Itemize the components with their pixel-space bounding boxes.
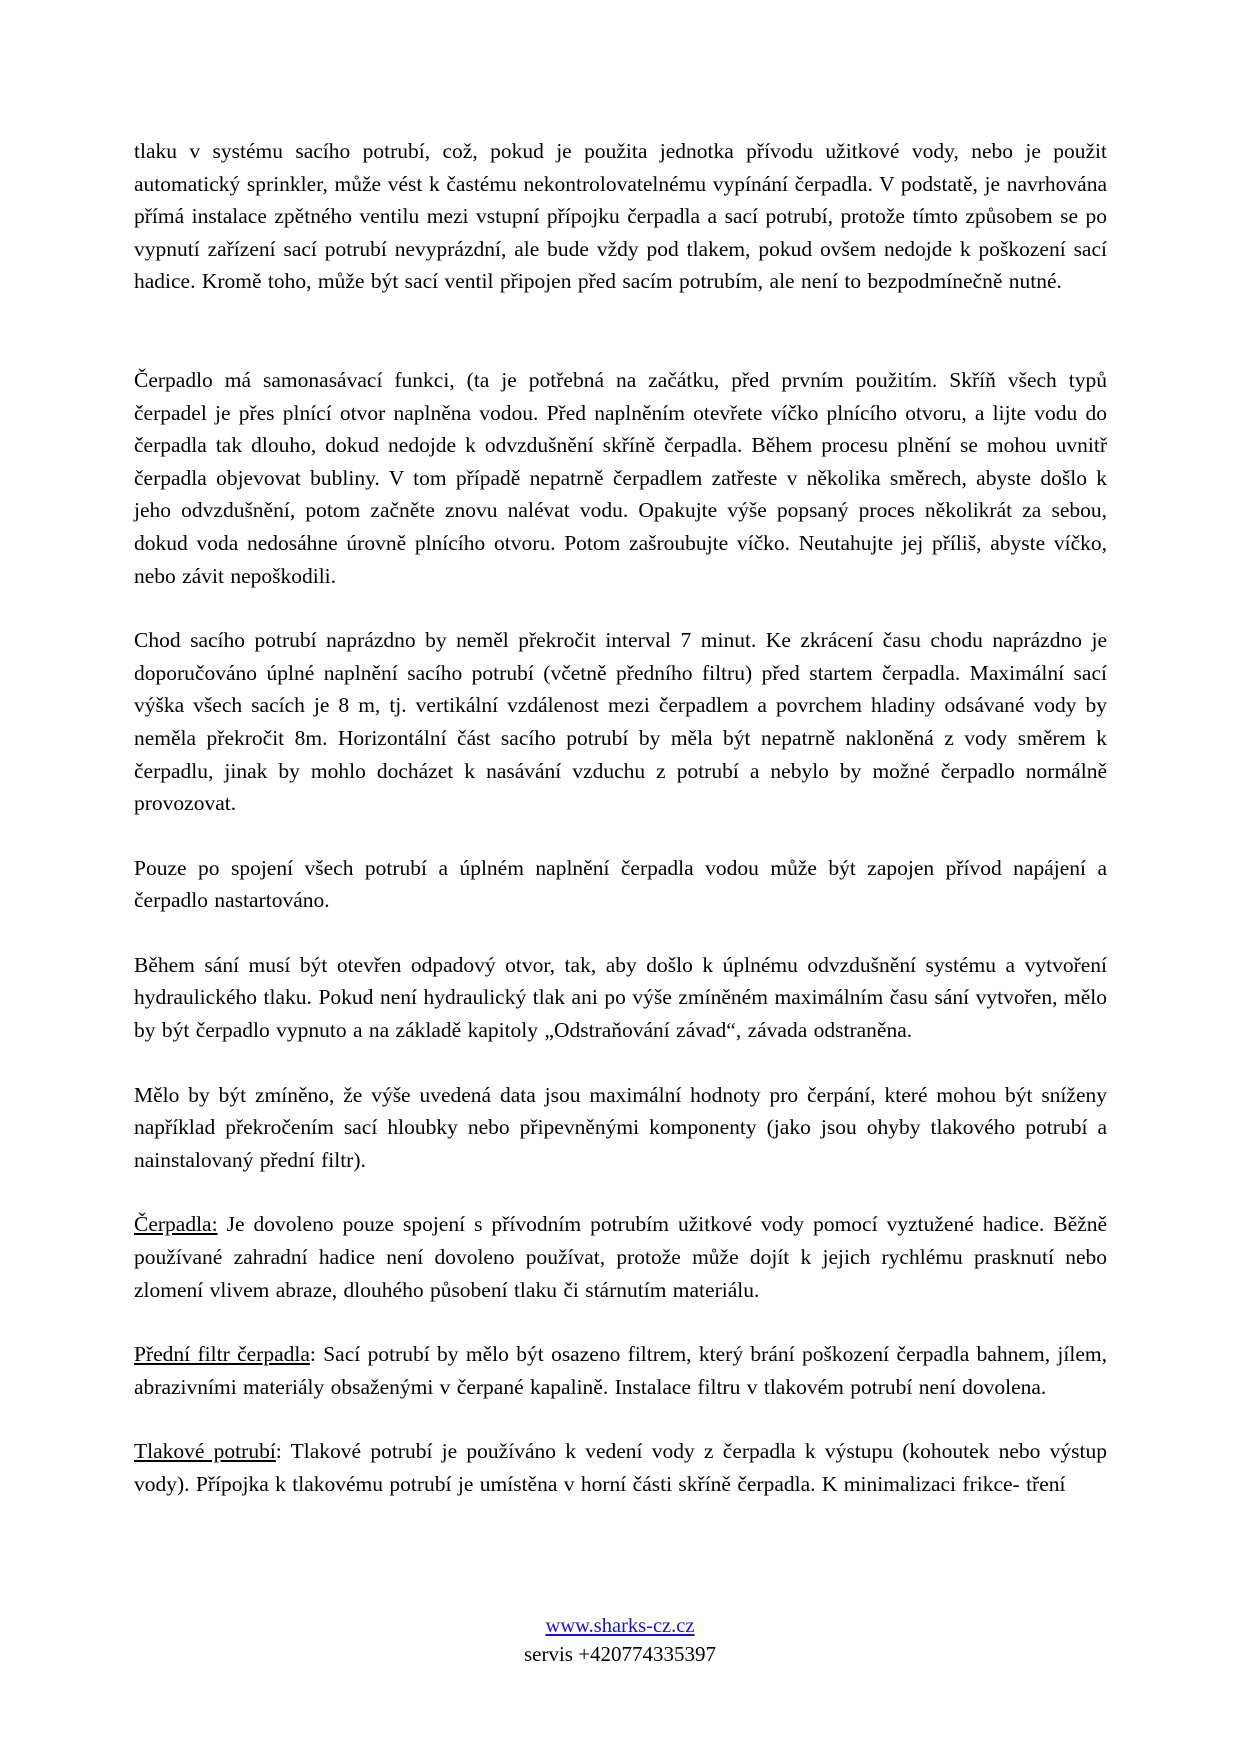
paragraph-text: : Sací potrubí by mělo být osazeno filtrem, který brání poškození čerpadla bahnem, jílem, abrazivními materiály obsaženými v čerpané kapalině. Instalace filtru v tlakovém potrubí není dovolena. xyxy=(134,1342,1107,1399)
paragraph-text: Je dovoleno pouze spojení s přívodním potrubím užitkové vody pomocí vyztužené hadice. Běžně používané zahradní hadice není dovoleno používat, protože může dojít k jejich rychlému prasknutí nebo zlomení vlivem abraze, dlouhého působení tlaku či stárnutím materiálu. xyxy=(134,1212,1107,1302)
paragraph-text: Chod sacího potrubí naprázdno by neměl překročit interval 7 minut. Ke zkrácení času chodu naprázdno je doporučováno úplné naplnění sacího potrubí (včetně předního filtru) před startem čerpadla. Maximální sací výška všech sacích je 8 m, tj. vertikální vzdálenost mezi čerpadlem a povrchem hladiny odsávané vody by neměla překročit 8m. Horizontální část sacího potrubí by měla být nepatrně nakloněná z vody směrem k čerpadlu, jinak by mohlo docházet k nasávání vzduchu z potrubí a nebylo by možné čerpadlo normálně provozovat. xyxy=(134,628,1107,816)
paragraph-lead: Přední filtr čerpadla xyxy=(134,1342,310,1367)
paragraph xyxy=(134,624,1107,820)
paragraph xyxy=(134,949,1107,1047)
paragraph xyxy=(134,364,1107,592)
footer-phone: servis +420774335397 xyxy=(523,1642,717,1666)
paragraph xyxy=(134,1079,1107,1177)
paragraph-text: : Tlakové potrubí je používáno k vedení vody z čerpadla k výstupu (kohoutek nebo výstup vody). Přípojka k tlakovému potrubí je umístěna v horní části skříně čerpadla. K minimalizaci frikce- tření xyxy=(134,1439,1107,1496)
paragraph xyxy=(134,852,1107,917)
page-footer xyxy=(0,1612,1240,1668)
paragraph-text: Pouze po spojení všech potrubí a úplném naplnění čerpadla vodou může být zapojen přívod napájení a čerpadlo nastartováno. xyxy=(134,855,1107,913)
paragraph-lead: Čerpadla: xyxy=(134,1212,218,1237)
paragraph-tlakove-potrubi xyxy=(134,1435,1107,1500)
paragraph xyxy=(134,135,1107,298)
paragraph-text: Čerpadlo má samonasávací funkci, (ta je potřebná na začátku, před prvním použitím. Skříň všech typů čerpadel je přes plnící otvor naplněna vodou. Před naplněním otevřete víčko plnícího otvoru, a lijte vodu do čerpadla tak dlouho, dokud nedojde k odvzdušnění skříně čerpadla. Během procesu plnění se mohou uvnitř čerpadla objevovat bubliny. V tom případě nepatrně čerpadlem zatřeste v několika směrech, abyste došlo k jeho odvzdušnění, potom začněte znovu nalévat vodu. Opakujte výše popsaný proces několikrát za sebou, dokud voda nedosáhne úrovně plnícího otvoru. Potom zašroubujte víčko. Neutahujte jej příliš, abyste víčko, nebo závit nepoškodili. xyxy=(134,367,1107,588)
paragraph-text: tlaku v systému sacího potrubí, což, pokud je použita jednotka přívodu užitkové vody, nebo je použit automatický sprinkler, může vést k častému nekontrolovatelnému vypínání čerpadla. V podstatě, je navrhována přímá instalace zpětného ventilu mezi vstupní přípojku čerpadla a sací potrubí, protože tímto způsobem se po vypnutí zařízení sací potrubí nevyprázdní, ale bude vždy pod tlakem, pokud ovšem nedojde k poškození sací hadice. Kromě toho, může být sací ventil připojen před sacím potrubím, ale není to bezpodmínečně nutné. xyxy=(134,139,1107,294)
document-body xyxy=(134,135,1107,1533)
paragraph-text: Během sání musí být otevřen odpadový otvor, tak, aby došlo k úplnému odvzdušnění systému a vytvoření hydraulického tlaku. Pokud není hydraulický tlak ani po výše zmíněném maximálním času sání vytvořen, mělo by být čerpadlo vypnuto a na základě kapitoly „Odstraňování závad“, závada odstraněna. xyxy=(134,952,1107,1043)
footer-link[interactable]: www.sharks-cz.cz xyxy=(545,1615,695,1637)
paragraph-predni-filtr xyxy=(134,1338,1107,1403)
paragraph-cerpadla xyxy=(134,1208,1107,1306)
paragraph-lead: Tlakové potrubí xyxy=(134,1439,276,1464)
paragraph-text: Mělo by být zmíněno, že výše uvedená data jsou maximální hodnoty pro čerpání, které mohou být sníženy například překročením sací hloubky nebo připevněnými komponenty (jako jsou ohyby tlakového potrubí a nainstalovaný přední filtr). xyxy=(134,1082,1107,1172)
